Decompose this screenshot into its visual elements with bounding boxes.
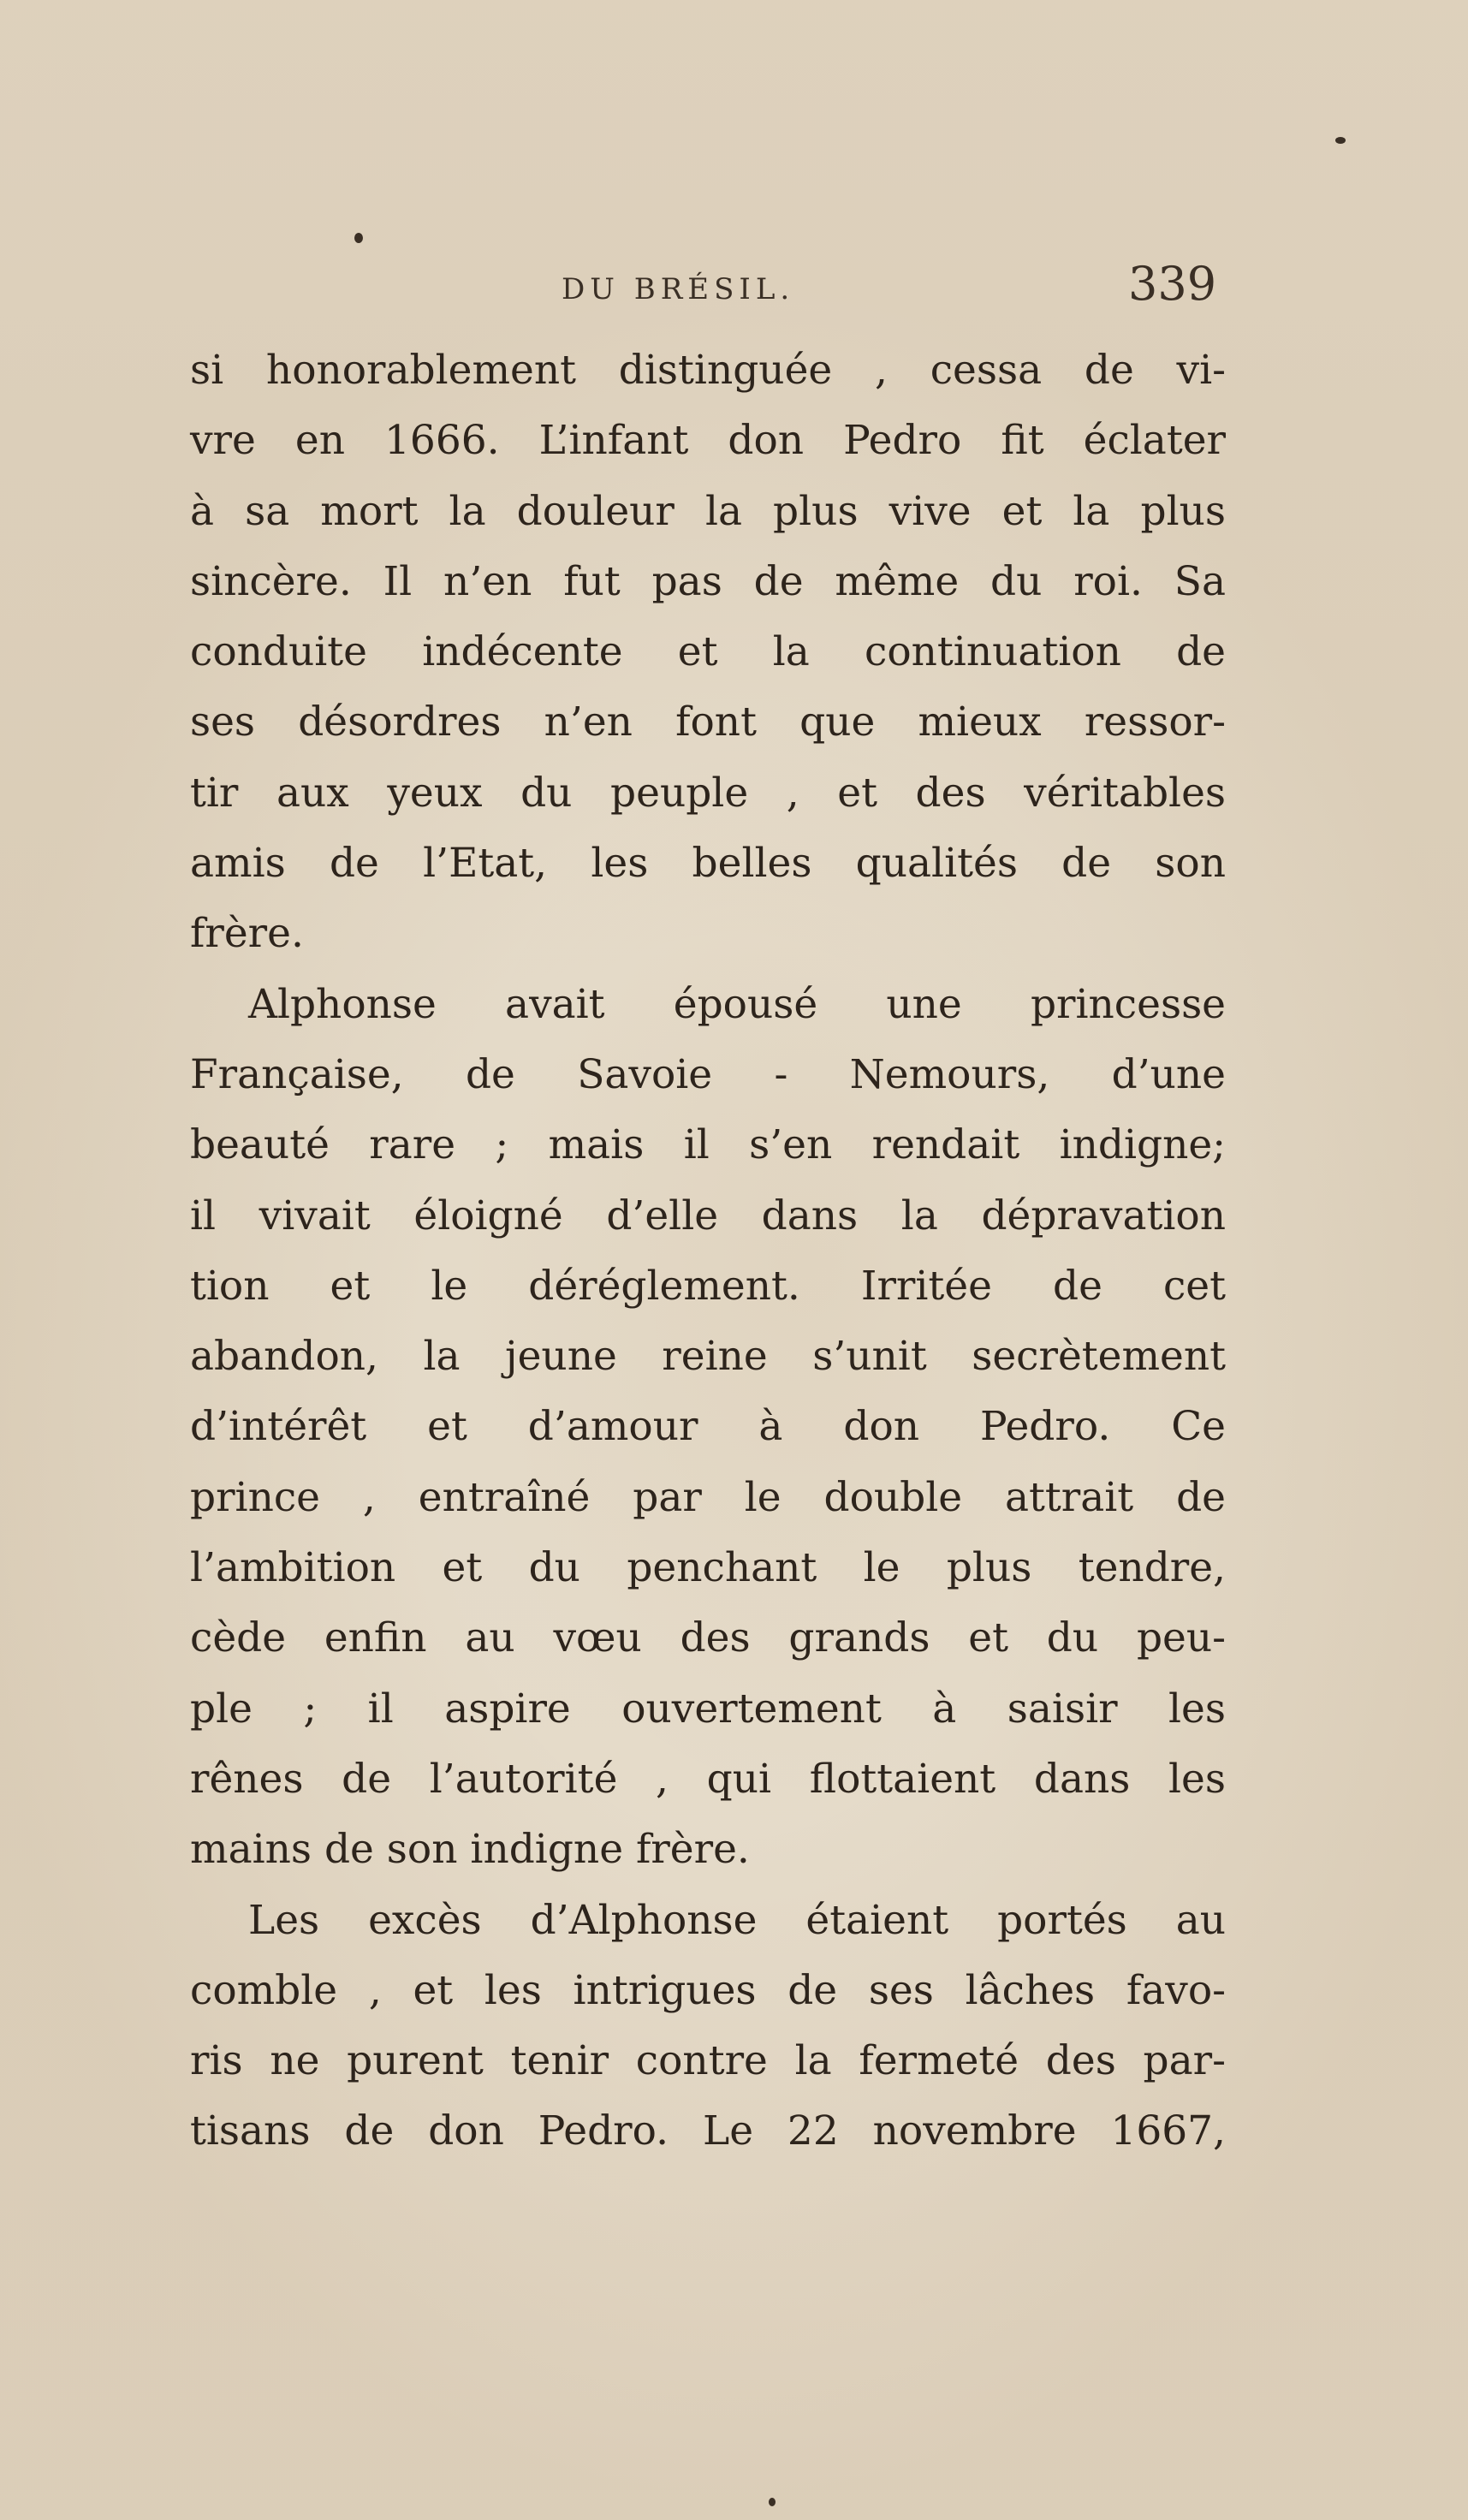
text-line: frère. (190, 910, 304, 958)
text-line: ris ne purent tenir contre la fermeté des par- (190, 2037, 1226, 2085)
text-line: mains de son indigne frère. (190, 1826, 750, 1874)
text-line: abandon, la jeune reine s’unit secrètement (190, 1333, 1226, 1381)
running-head-title: DU BRÉSIL. (562, 272, 795, 306)
text-line: ses désordres n’en font que mieux ressor- (190, 698, 1226, 746)
ink-speck (769, 2498, 776, 2506)
text-line: Française, de Savoie - Nemours, d’une (190, 1050, 1226, 1098)
text-line: amis de l’Etat, les belles qualités de son (190, 840, 1226, 888)
text-line: si honorablement distinguée , cessa de vi- (190, 347, 1226, 394)
text-line: à sa mort la douleur la plus vive et la plus (190, 487, 1226, 535)
text-line: ple ; il aspire ouvertement à saisir les (190, 1685, 1226, 1732)
text-line: tion et le déréglement. Irritée de cet (190, 1262, 1226, 1310)
text-line: prince , entraîné par le double attrait de (190, 1473, 1226, 1521)
running-head (0, 257, 1468, 325)
text-line: l’ambition et du penchant le plus tendre, (190, 1544, 1226, 1592)
text-line: beauté rare ; mais il s’en rendait indigne; (190, 1121, 1226, 1169)
text-line: tisans de don Pedro. Le 22 novembre 1667, (190, 2107, 1226, 2155)
text-line: il vivait éloigné d’elle dans la dépravation (190, 1192, 1226, 1239)
body-text (190, 336, 1226, 2167)
ink-speck (1335, 137, 1346, 144)
page-number: 339 (1128, 257, 1217, 311)
text-line: sincère. Il n’en fut pas de même du roi. Sa (190, 557, 1226, 605)
text-line: cède enfin au vœu des grands et du peu- (190, 1614, 1226, 1662)
text-line: comble , et les intrigues de ses lâches favo- (190, 1966, 1226, 2014)
text-line: tir aux yeux du peuple , et des véritables (190, 769, 1226, 817)
ink-speck (354, 233, 363, 243)
paragraph-first-line: Alphonse avait épousé une princesse (248, 980, 1226, 1028)
text-line: conduite indécente et la continuation de (190, 628, 1226, 676)
text-line: d’intérêt et d’amour à don Pedro. Ce (190, 1403, 1226, 1451)
text-line: vre en 1666. L’infant don Pedro fit éclater (190, 417, 1226, 465)
paragraph-first-line: Les excès d’Alphonse étaient portés au (248, 1896, 1226, 1944)
text-line: rênes de l’autorité , qui flottaient dans les (190, 1755, 1226, 1803)
